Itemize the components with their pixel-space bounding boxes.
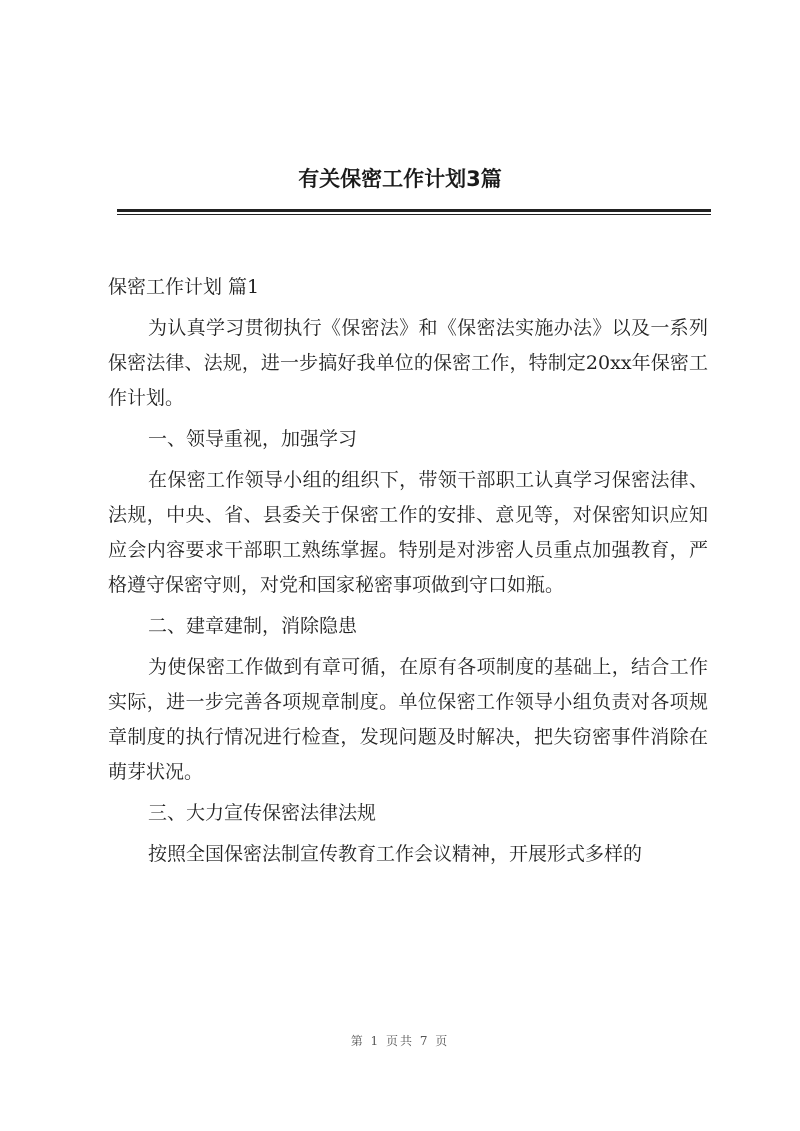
- section-subtitle: 保密工作计划 篇1: [108, 276, 260, 298]
- section-heading-1: 一、领导重视，加强学习: [148, 428, 358, 450]
- page-footer: 第 1 页共 7 页: [350, 1034, 450, 1048]
- document-title: 有关保密工作计划3篇: [298, 167, 502, 191]
- title-divider-thin: [117, 214, 711, 215]
- section-heading-2: 二、建章建制，消除隐患: [148, 615, 358, 637]
- document-body: [108, 270, 708, 878]
- paragraph-2: 为使保密工作做到有章可循，在原有各项制度的基础上，结合工作实际，进一步完善各项规章制度。单位保密工作领导小组负责对各项规章制度的执行情况进行检查，发现问题及时解决，把失窃密事件消除在萌芽状况。: [108, 656, 708, 783]
- paragraph-3: 按照全国保密法制宣传教育工作会议精神，开展形式多样的: [148, 843, 643, 865]
- section-heading-3: 三、大力宣传保密法律法规: [148, 802, 377, 824]
- title-divider: [117, 209, 711, 212]
- paragraph-1: 在保密工作领导小组的组织下，带领干部职工认真学习保密法律、法规，中央、省、县委关于保密工作的安排、意见等，对保密知识应知应会内容要求干部职工熟练掌握。特别是对涉密人员重点加强教育，严格遵守保密守则，对党和国家秘密事项做到守口如瓶。: [108, 469, 708, 596]
- paragraph-intro: 为认真学习贯彻执行《保密法》和《保密法实施办法》以及一系列保密法律、法规，进一步搞好我单位的保密工作，特制定20xx年保密工作计划。: [108, 317, 708, 409]
